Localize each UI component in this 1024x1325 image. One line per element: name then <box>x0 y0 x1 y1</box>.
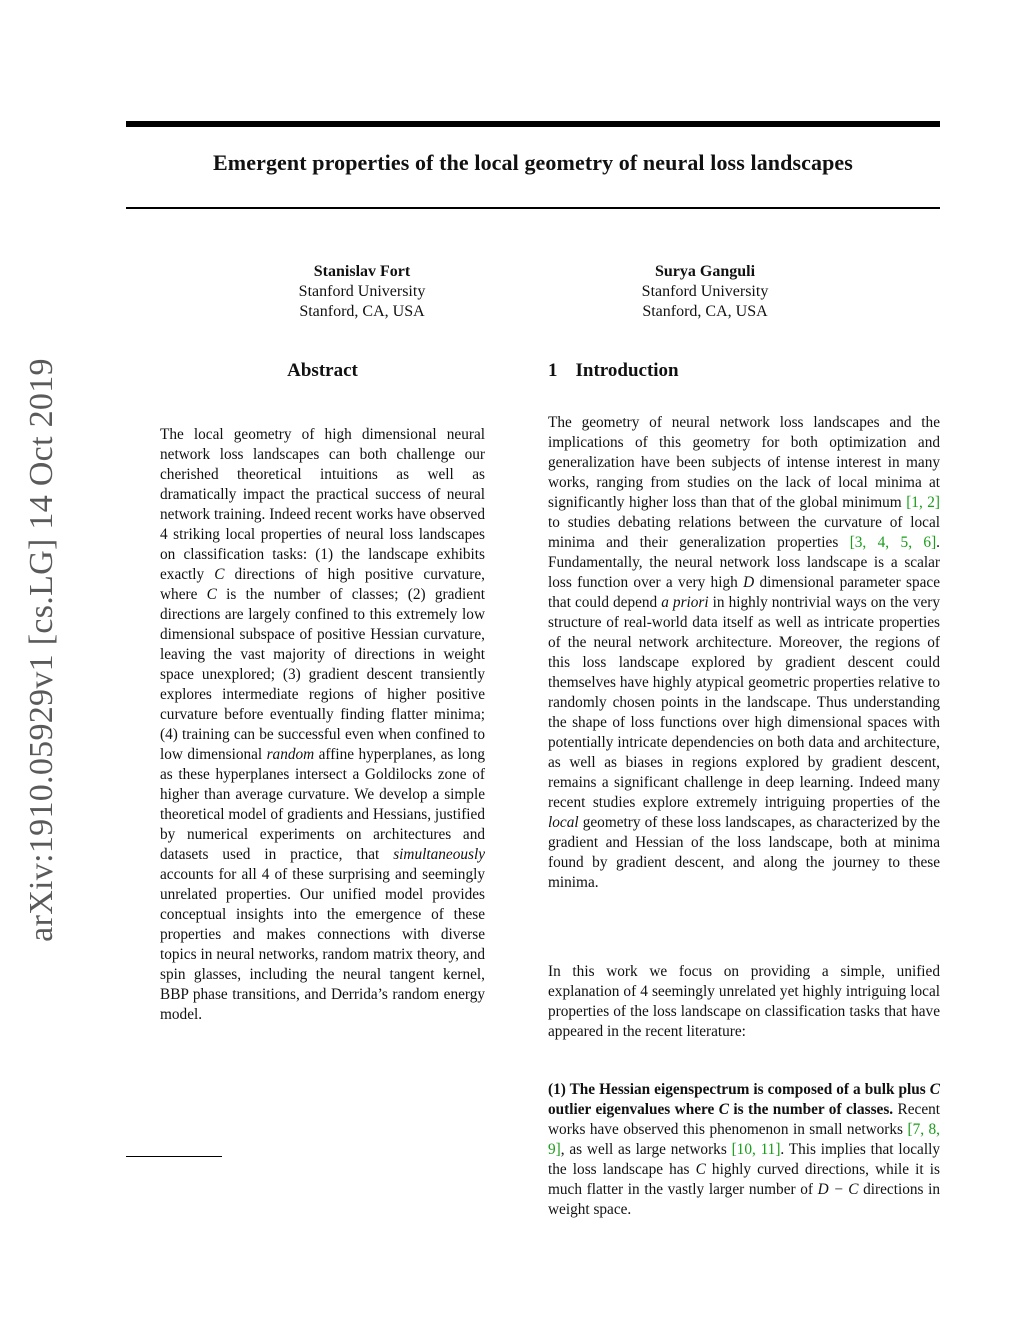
emphasis: local <box>548 814 579 831</box>
math-variable: C <box>214 566 225 583</box>
section-title: Introduction <box>575 360 679 381</box>
section-number: 1 <box>548 360 558 381</box>
math-variable: C <box>206 586 217 603</box>
bold-claim: is the number of classes. <box>728 1101 894 1118</box>
intro-paragraph-1 <box>548 413 940 893</box>
footnote-rule <box>126 1156 222 1157</box>
body-text: dimensional parameter space that could depend <box>548 574 940 611</box>
arxiv-identifier: arXiv:1910.05929v1 [cs.LG] 14 Oct 2019 <box>23 358 60 942</box>
author-block <box>575 262 835 322</box>
citation-link[interactable]: [1, 2] <box>906 494 941 511</box>
body-text: highly curved directions, while it is much flatter in the vastly larger number of <box>548 1161 940 1198</box>
abstract-text: directions of high positive curvature, where <box>160 566 485 603</box>
intro-paragraph-2 <box>548 962 940 1042</box>
math-variable: D <box>743 574 755 591</box>
section-heading-introduction <box>548 360 679 382</box>
bold-claim: (1) The Hessian eigenspectrum is composed of a bulk plus <box>548 1081 930 1098</box>
abstract-heading: Abstract <box>287 360 358 381</box>
abstract-text: affine hyperplanes, as long as these hyperplanes intersect a Goldilocks zone of higher than average curvature. We develop a simple theoretical model of gradients and Hessians, justified by numerical experiments on architectures and datasets used in practice, that <box>160 746 485 863</box>
author-affiliation: Stanford University <box>298 283 426 300</box>
citation-link[interactable]: [3, 4, 5, 6] <box>849 534 937 551</box>
author-location: Stanford, CA, USA <box>642 303 768 320</box>
math-variable: C <box>695 1161 706 1178</box>
title-top-rule <box>126 121 940 127</box>
body-text: in highly nontrivial ways on the very structure of real-world data itself as well as intricate properties of the neural network architecture. Moreover, the regions of this loss landscape explored by gradient descent could themselves have highly atypical geometric properties relative to randomly chosen points in the landscape. Thus understanding the shape of loss functions over high dimensional spaces with potentially intricate dependencies on both data and architecture, as well as biases in regions explored by gradient descent, remains a significant challenge in deep learning. Indeed many recent studies explore extremely intriguing properties of the <box>548 594 941 811</box>
body-text: , as well as large networks <box>560 1141 732 1158</box>
author-block <box>232 262 492 322</box>
body-text: directions in weight space. <box>548 1181 940 1218</box>
author-name: Stanislav Fort <box>313 263 411 280</box>
body-text: to studies debating relations between the curvature of local minima and their generalization properties <box>548 514 940 551</box>
author-affiliation: Stanford University <box>641 283 769 300</box>
math-variable: C <box>718 1101 729 1118</box>
intro-paragraph-3 <box>548 1080 940 1220</box>
bold-claim: outlier eigenvalues where <box>548 1101 719 1118</box>
body-text: geometry of these loss landscapes, as characterized by the gradient and Hessian of the loss landscape, both at minima found by gradient descent, and along the journey to these minima. <box>548 814 940 891</box>
body-text: . Fundamentally, the neural network loss landscape is a scalar loss function over a very high <box>548 534 940 591</box>
citation-link[interactable]: [10, 11] <box>731 1141 781 1158</box>
body-text: The geometry of neural network loss landscapes and the implications of this geometry for both optimization and generalization have been subjects of intense interest in many works, ranging from studies on the lack of local minima at significantly higher loss than that of the global minimum <box>548 414 940 511</box>
citation-link[interactable]: [7, 8, 9] <box>548 1121 940 1158</box>
abstract-text: accounts for all 4 of these surprising and seemingly unrelated properties. Our unified model provides conceptual insights into the emergence of these properties and makes connections with diverse topics in neural networks, random matrix theory, and spin glasses, including the neural tangent kernel, BBP phase transitions, and Derrida’s random energy model. <box>160 866 485 1023</box>
body-text: In this work we focus on providing a simple, unified explanation of 4 seemingly unrelated yet highly intriguing local properties of the loss landscape on classification tasks that have appeared in the recent literature: <box>548 963 940 1040</box>
body-text: Recent works have observed this phenomenon in small networks <box>548 1101 941 1138</box>
abstract-paragraph <box>160 425 485 1025</box>
author-name: Surya Ganguli <box>654 263 756 280</box>
body-text: . This implies that locally the loss landscape has <box>548 1141 940 1178</box>
math-variable: C <box>929 1081 940 1098</box>
emphasis: a priori <box>661 594 709 611</box>
emphasis: random <box>266 746 315 763</box>
math-expression: D − C <box>817 1181 859 1198</box>
arxiv-sidebar <box>20 355 64 945</box>
title-bottom-rule <box>126 207 940 209</box>
abstract-body <box>160 425 485 1025</box>
paper-title: Emergent properties of the local geometry of neural loss landscapes <box>213 150 853 175</box>
abstract-text: The local geometry of high dimensional neural network loss landscapes can both challenge our cherished theoretical intuitions as well as dramatically impact the practical success of neural network training. Indeed recent works have observed 4 striking local properties of neural loss landscapes on classification tasks: (1) the landscape exhibits exactly <box>160 426 485 583</box>
abstract-text: is the number of classes; (2) gradient directions are largely confined to this extremely low dimensional subspace of positive Hessian curvature, leaving the vast majority of directions in weight space unexplored; (3) gradient descent transiently explores intermediate regions of higher positive curvature before eventually finding flatter minima; (4) training can be successful even when confined to low dimensional <box>160 586 485 763</box>
author-location: Stanford, CA, USA <box>299 303 425 320</box>
emphasis: simultaneously <box>393 846 485 863</box>
